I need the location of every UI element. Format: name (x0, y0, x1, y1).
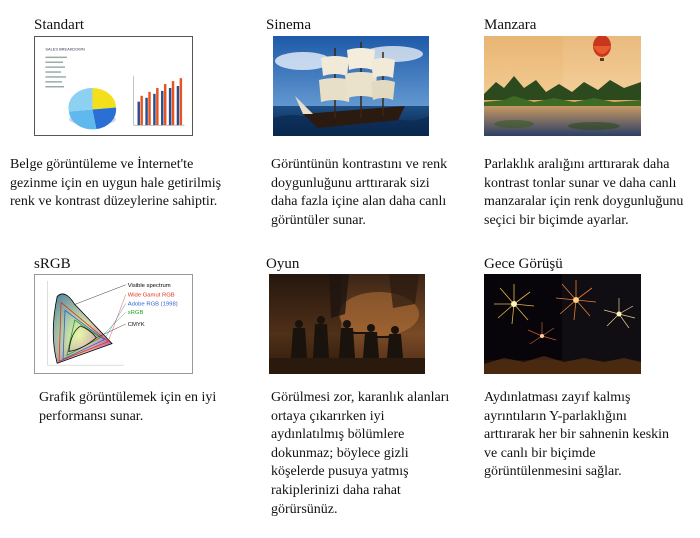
fireworks-graphic (484, 274, 641, 374)
legend-wide-gamut-rgb: Wide Gamut RGB (127, 292, 175, 299)
game-soldiers-graphic (269, 274, 425, 374)
mode-title-standart: Standart (34, 17, 84, 33)
mode-description-srgb: Grafik görüntülemek için en iyi performansı sunar. (39, 390, 217, 424)
mode-title-srgb: sRGB (34, 256, 71, 272)
legend-visible-spectrum: Visible spectrum (127, 282, 171, 289)
mode-description-sinema: Görüntünün kontrastını ve renk doygunluğunu arttırarak sizi daha fazla içine alan daha canlı görüntüler sunar. (271, 157, 448, 228)
landscape-balloon-graphic (484, 36, 641, 136)
office-sheet-title: SALES BREAKDOWN (45, 46, 85, 52)
pirate-ship-graphic (273, 36, 429, 136)
legend-adobe-rgb: Adobe RGB (1998) (127, 301, 178, 308)
legend-srgb: sRGB (127, 310, 144, 317)
mode-title-sinema: Sinema (266, 17, 311, 33)
mode-title-manzara: Manzara (484, 17, 537, 33)
color-gamut-thumbnail (34, 274, 193, 374)
mode-description-gece-gorusu: Aydınlatması zayıf kalmış ayrıntıların Y-parlaklığını arttırarak her bir sahnenin keskin ve canlı bir biçimde görüntülenmesini sağlar. (484, 390, 670, 480)
mode-description-manzara: Parlaklık aralığını arttırarak daha kontrast tonlar sunar ve daha canlı manzaralar için renk doygunluğunu seçici bir biçimde ayarlar. (484, 157, 684, 228)
game-soldiers-thumbnail (269, 274, 425, 374)
landscape-balloon-thumbnail (484, 36, 641, 136)
mode-title-oyun: Oyun (266, 256, 300, 272)
mode-description-oyun: Görülmesi zor, karanlık alanları ortaya çıkarırken iyi aydınlatılmış bölümlere dokunmaz; böylece gizli köşelerde pusuya yatmış rakiplerinizi daha rahat görürsünüz. (271, 390, 450, 517)
office-charts-graphic (35, 37, 192, 135)
mode-description-standart: Belge görüntüleme ve İnternet'te gezinme için en uygun hale getirilmiş renk ve kontrast düzeylerine sahiptir. (10, 157, 222, 210)
legend-cmyk: CMYK (127, 321, 145, 328)
mode-title-gece-gorusu: Gece Görüşü (484, 256, 563, 272)
fireworks-thumbnail (484, 274, 641, 374)
pirate-ship-thumbnail (273, 36, 429, 136)
color-gamut-graphic (35, 275, 192, 373)
office-charts-thumbnail (34, 36, 193, 136)
